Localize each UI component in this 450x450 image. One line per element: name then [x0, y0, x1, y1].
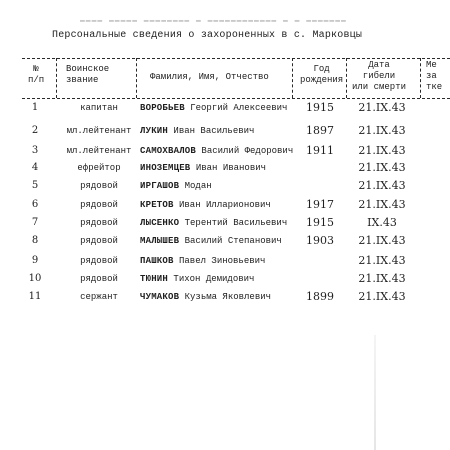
- header-death-date: Дата гибели или смерти: [352, 60, 407, 92]
- table-row: [0, 272, 450, 290]
- table-row: [0, 161, 450, 179]
- row-birth-year: 1903: [306, 234, 334, 247]
- row-rank: ефрейтор: [77, 163, 121, 173]
- header-full-name: Фамилия, Имя, Отчество: [150, 72, 269, 82]
- row-rank: рядовой: [80, 274, 118, 284]
- surname: ИНОЗЕМЦЕВ: [140, 163, 191, 173]
- row-birth-year: 1915: [306, 216, 334, 229]
- row-rank: мл.лейтенант: [66, 126, 132, 136]
- row-full-name: КРЕТОВ Иван Илларионович: [140, 200, 271, 210]
- document-title: Персональные сведения о захороненных в с. Марковцы: [52, 30, 363, 41]
- table-top-rule: [22, 58, 450, 59]
- table-row: [0, 254, 450, 272]
- table-row: [0, 101, 450, 119]
- table-row: [0, 234, 450, 252]
- col-divider-3: [292, 58, 293, 98]
- surname: ЛУКИН: [140, 126, 169, 136]
- table-row: [0, 124, 450, 142]
- row-number: 8: [31, 235, 39, 246]
- row-rank: мл.лейтенант: [66, 146, 132, 156]
- row-death-date: 21.IX.43: [358, 234, 406, 247]
- header-rank: Воинское звание: [66, 64, 110, 85]
- row-full-name: САМОХВАЛОВ Василий Федорович: [140, 146, 294, 156]
- row-number: 9: [31, 255, 39, 266]
- row-full-name: ВОРОБЬЕВ Георгий Алексеевич: [140, 103, 288, 113]
- row-number: 2: [31, 125, 39, 136]
- row-birth-year: 1911: [306, 144, 334, 157]
- scan-fold-mark: [374, 335, 376, 450]
- table-header-rule: [22, 98, 450, 99]
- surname: САМОХВАЛОВ: [140, 146, 197, 156]
- row-full-name: МАЛЫШЕВ Василий Степанович: [140, 236, 282, 246]
- row-full-name: ЛЫСЕНКО Терентий Васильевич: [140, 218, 288, 228]
- row-birth-year: 1899: [306, 290, 334, 303]
- table-row: [0, 179, 450, 197]
- row-full-name: ИНОЗЕМЦЕВ Иван Иванович: [140, 163, 267, 173]
- header-birth-year: Год рождения: [300, 64, 344, 85]
- row-number: 10: [28, 273, 42, 284]
- surname: ВОРОБЬЕВ: [140, 103, 185, 113]
- row-full-name: ПАШКОВ Павел Зиновьевич: [140, 256, 266, 266]
- row-number: 6: [31, 199, 39, 210]
- header-burial-place: Ме за тке: [426, 60, 443, 92]
- row-death-date: 21.IX.43: [358, 101, 406, 114]
- surname: ПАШКОВ: [140, 256, 174, 266]
- table-row: [0, 216, 450, 234]
- row-rank: сержант: [80, 292, 118, 302]
- row-death-date: 21.IX.43: [358, 179, 406, 192]
- row-death-date: 21.IX.43: [358, 144, 406, 157]
- surname: ЛЫСЕНКО: [140, 218, 180, 228]
- row-death-date: 21.IX.43: [358, 272, 406, 285]
- row-rank: рядовой: [80, 256, 118, 266]
- surname: ИРГАШОВ: [140, 181, 180, 191]
- row-number: 7: [31, 217, 39, 228]
- col-divider-5: [420, 58, 421, 98]
- surname: ЧУМАКОВ: [140, 292, 180, 302]
- table-row: [0, 290, 450, 308]
- row-birth-year: 1897: [306, 124, 334, 137]
- row-number: 1: [31, 102, 39, 113]
- row-birth-year: 1915: [306, 101, 334, 114]
- row-number: 4: [31, 162, 39, 173]
- table-row: [0, 198, 450, 216]
- row-rank: рядовой: [80, 236, 118, 246]
- col-divider-2: [136, 58, 137, 98]
- row-death-date: 21.IX.43: [358, 124, 406, 137]
- row-death-date: 21.IX.43: [358, 161, 406, 174]
- surname: ТЮНИН: [140, 274, 169, 284]
- row-death-date: IX.43: [367, 216, 397, 229]
- row-rank: рядовой: [80, 200, 118, 210]
- row-death-date: 21.IX.43: [358, 290, 406, 303]
- row-rank: рядовой: [80, 218, 118, 228]
- row-number: 3: [31, 145, 39, 156]
- table-row: [0, 144, 450, 162]
- surname: КРЕТОВ: [140, 200, 174, 210]
- row-death-date: 21.IX.43: [358, 198, 406, 211]
- row-full-name: ЛУКИН Иван Васильевич: [140, 126, 255, 136]
- row-number: 5: [31, 180, 39, 191]
- faded-header-text: ▬▬▬▬ ▬▬▬▬▬ ▬▬▬▬▬▬▬▬ ▬ ▬▬▬▬▬▬▬▬▬▬▬▬ ▬ ▬ ▬▬▬▬▬▬▬: [80, 16, 347, 24]
- surname: МАЛЫШЕВ: [140, 236, 180, 246]
- row-birth-year: 1917: [306, 198, 334, 211]
- col-divider-1: [56, 58, 57, 98]
- row-full-name: ЧУМАКОВ Кузьма Яковлевич: [140, 292, 272, 302]
- col-divider-4: [346, 58, 347, 98]
- row-full-name: ТЮНИН Тихон Демидович: [140, 274, 255, 284]
- row-death-date: 21.IX.43: [358, 254, 406, 267]
- row-rank: рядовой: [80, 181, 118, 191]
- row-number: 11: [28, 291, 42, 302]
- row-rank: капитан: [80, 103, 118, 113]
- row-full-name: ИРГАШОВ Модан: [140, 181, 212, 191]
- header-number: № п/п: [28, 64, 45, 85]
